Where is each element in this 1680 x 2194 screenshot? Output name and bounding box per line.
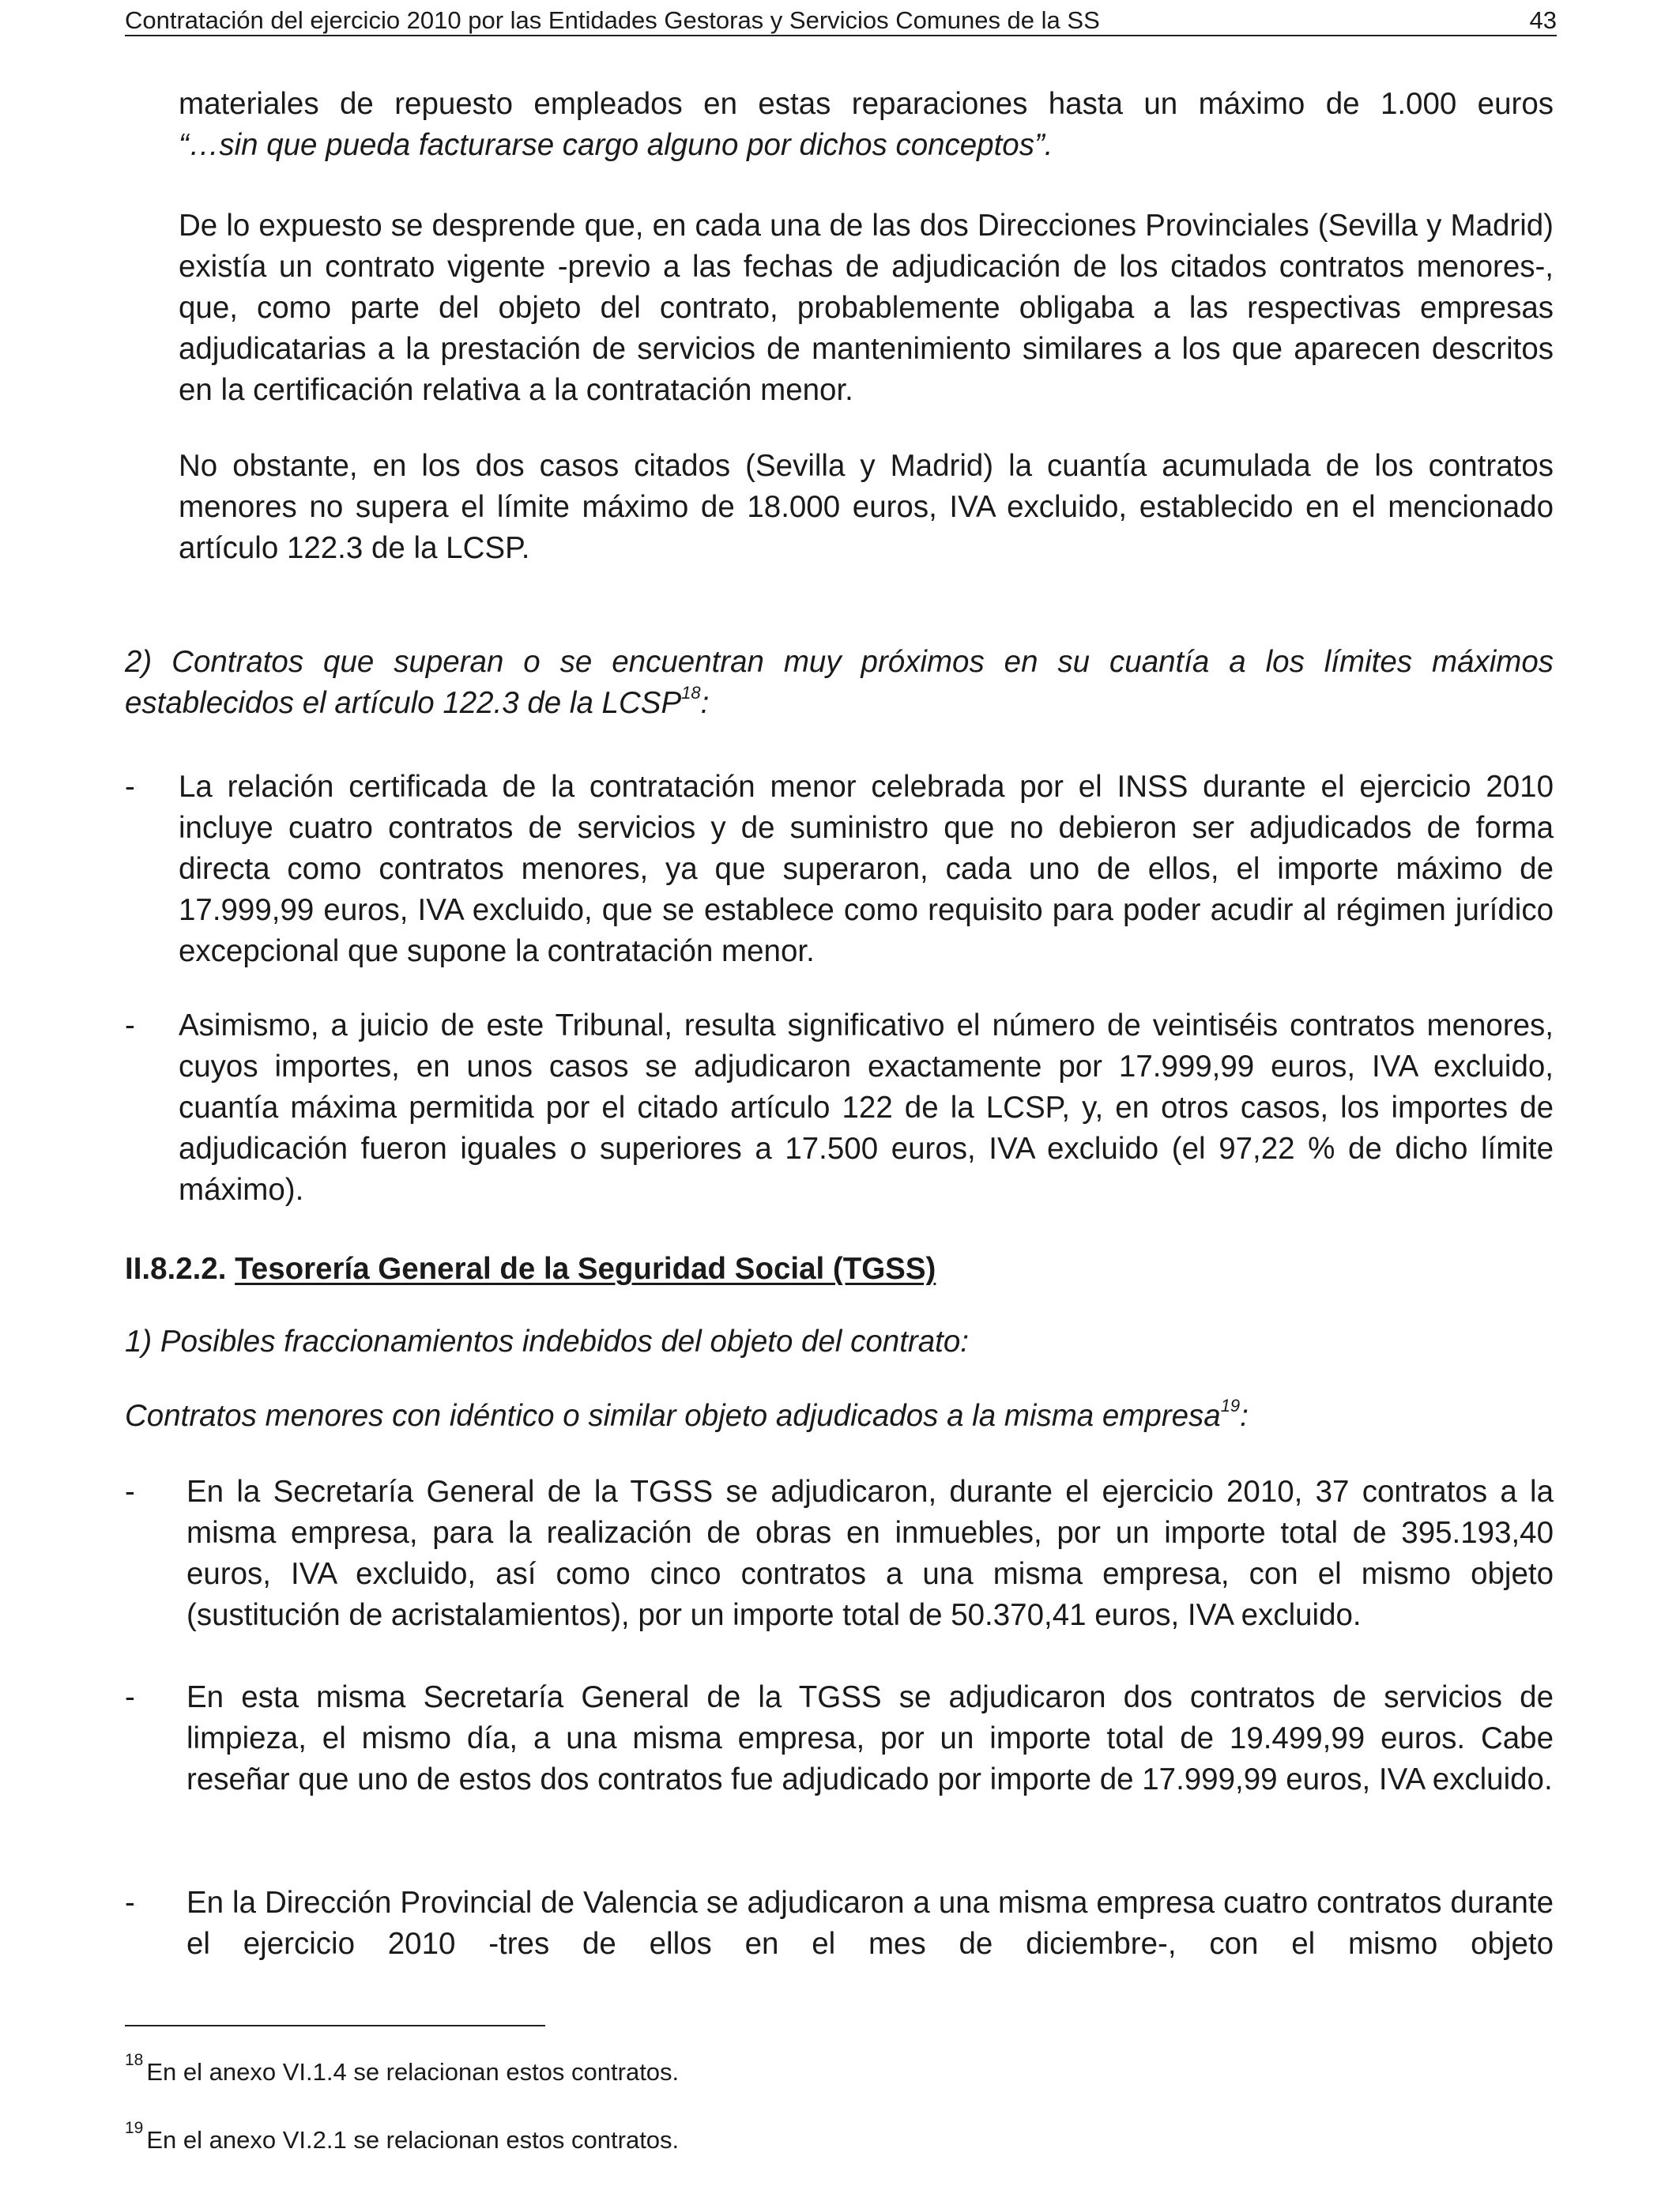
footnote-text: En el anexo VI.2.1 se relacionan estos contratos. [146,2126,680,2154]
subheading-colon: : [1240,1399,1249,1433]
bullet-marker: - [125,1008,135,1042]
subheading-fraccionamientos: 1) Posibles fraccionamientos indebidos del objeto del contrato: [125,1325,969,1359]
footnote-separator [125,2025,545,2026]
section-title-text: 2) Contratos que superan o se encuentran muy próximos en su cuantía a los límites máximos establecidos el artículo 122.3 de la LCSP [125,645,1554,720]
footnote-19 [125,2118,680,2156]
subheading-text: Contratos menores con idéntico o similar objeto adjudicados a la misma empresa [125,1399,1221,1433]
heading-number: II.8.2.2. [125,1252,227,1286]
paragraph-quote: “…sin que pueda facturarse cargo alguno por dichos conceptos”. [179,128,1053,162]
bullet-marker: - [125,1886,135,1920]
bullet-marker: - [125,1475,135,1509]
page-header [125,3,1557,36]
section-heading-tgss [125,1249,1554,1290]
bullet-secretaria-obras: En la Secretaría General de la TGSS se adjudicaron, durante el ejercicio 2010, 37 contratos a la misma empresa, para la realización de obras en inmuebles, por un importe total de 395.193,40 euros, IVA excluido, así como cinco contratos a una misma empresa, con el mismo objeto (sustitución de acristalamientos), por un importe total de 50.370,41 euros, IVA excluido. [186,1475,1554,1632]
footnote-number: 18 [125,2050,144,2069]
running-title: Contratación del ejercicio 2010 por las Entidades Gestoras y Servicios Comunes de la SS [125,6,1100,34]
subheading-contratos-menores [125,1396,1554,1437]
paragraph-no-obstante: No obstante, en los dos casos citados (Sevilla y Madrid) la cuantía acumulada de los contratos menores no supera el límite máximo de 18.000 euros, IVA excluido, establecido en el mencionado artículo 122.3 de la LCSP. [179,449,1554,565]
section-title-contratos-superan [125,642,1554,724]
bullet-marker: - [125,1680,135,1714]
bullet-valencia: En la Dirección Provincial de Valencia se adjudicaron a una misma empresa cuatro contratos durante el ejercicio 2010 -tres de ellos en el mes de diciembre-, con el mismo objeto [186,1886,1554,1961]
footnote-text: En el anexo VI.1.4 se relacionan estos contratos. [146,2058,680,2086]
bullet-inss: La relación certificada de la contratación menor celebrada por el INSS durante el ejercicio 2010 incluye cuatro contratos de servicios y de suministro que no debieron ser adjudicados de forma directa como contratos menores, ya que superaron, cada uno de ellos, el importe máximo de 17.999,99 euros, IVA excluido, que se establece como requisito para poder acudir al régimen jurídico excepcional que supone la contratación menor. [179,770,1554,968]
section-title-colon: : [700,686,710,720]
heading-title: Tesorería General de la Seguridad Social (TGSS) [235,1252,936,1286]
paragraph-continuation: materiales de repuesto empleados en estas reparaciones hasta un máximo de 1.000 euros [179,87,1554,121]
bullet-veintiseis: Asimismo, a juicio de este Tribunal, resulta significativo el número de veintiséis contratos menores, cuyos importes, en unos casos se adjudicaron exactamente por 17.999,99 euros, IVA excluido, cuantía máxima permitida por el citado artículo 122 de la LCSP, y, en otros casos, los importes de adjudicación fueron iguales o superiores a 17.500 euros, IVA excluido (el 97,22 % de dicho límite máximo). [179,1008,1554,1207]
footnote-ref-18: 18 [681,683,701,703]
footnote-number: 19 [125,2118,144,2137]
footnote-18 [125,2050,680,2088]
page-number: 43 [1529,6,1557,34]
bullet-limpieza: En esta misma Secretaría General de la TGSS se adjudicaron dos contratos de servicios de limpieza, el mismo día, a una misma empresa, por un importe total de 19.499,99 euros. Cabe reseñar que uno de estos dos contratos fue adjudicado por importe de 17.999,99 euros, IVA excluido. [186,1680,1554,1796]
footnote-ref-19: 19 [1220,1396,1241,1416]
paragraph-expuesto: De lo expuesto se desprende que, en cada una de las dos Direcciones Provinciales (Sevilla y Madrid) existía un contrato vigente -previo a las fechas de adjudicación de los citados contratos menores-, que, como parte del objeto del contrato, probablemente obligaba a las respectivas empresas adjudicatarias a la prestación de servicios de mantenimiento similares a los que aparecen descritos en la certificación relativa a la contratación menor. [179,209,1554,407]
bullet-marker: - [125,770,135,804]
